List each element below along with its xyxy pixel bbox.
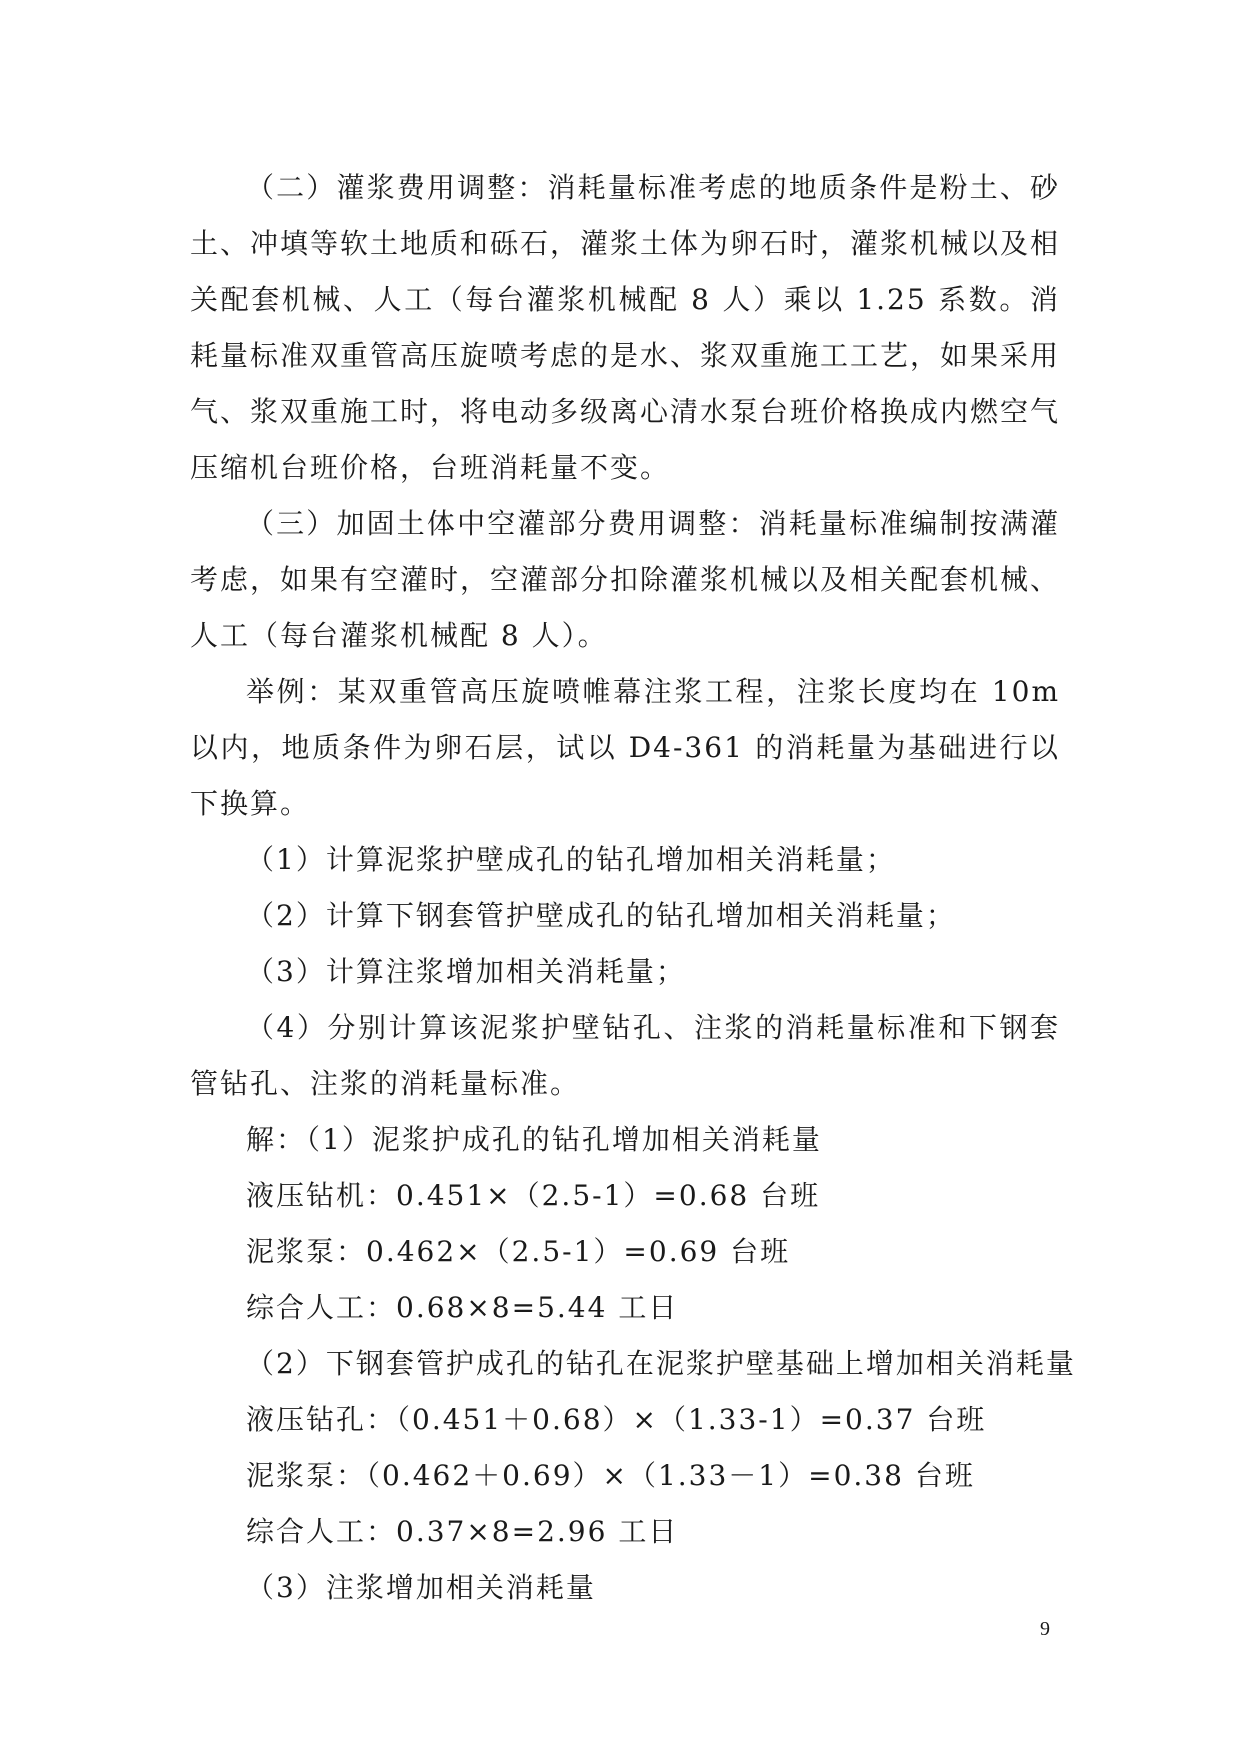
calc-line-hydraulic-drill: 液压钻机：0.451×（2.5-1）=0.68 台班 — [246, 1179, 821, 1212]
calc-line-mud-pump-2: 泥浆泵：（0.462＋0.69）×（1.33－1）=0.38 台班 — [246, 1459, 975, 1492]
paragraph-example: 举例：某双重管高压旋喷帷幕注浆工程，注浆长度均在 10m 以内，地质条件为卵石层，试以 D4-361 的消耗量为基础进行以下换算。 — [190, 675, 1071, 820]
calc-line-mud-pump: 泥浆泵：0.462×（2.5-1）=0.69 台班 — [246, 1235, 791, 1268]
paragraph-empty-grouting-adjustment: （三）加固土体中空灌部分费用调整：消耗量标准编制按满灌考虑，如果有空灌时，空灌部分扣除灌浆机械以及相关配套机械、人工（每台灌浆机械配 8 人）。 — [190, 507, 1061, 652]
page-number: 9 — [1040, 1618, 1050, 1640]
question-3: （3）计算注浆增加相关消耗量； — [246, 955, 686, 988]
question-2: （2）计算下钢套管护壁成孔的钻孔增加相关消耗量； — [246, 899, 956, 932]
solution-heading-3: （3）注浆增加相关消耗量 — [246, 1571, 596, 1604]
calc-line-hydraulic-drill-2: 液压钻孔：（0.451＋0.68）×（1.33-1）=0.37 台班 — [246, 1403, 987, 1436]
question-1: （1）计算泥浆护壁成孔的钻孔增加相关消耗量； — [246, 843, 896, 876]
solution-heading-2: （2）下钢套管护成孔的钻孔在泥浆护壁基础上增加相关消耗量 — [246, 1347, 1076, 1380]
calc-line-labor: 综合人工：0.68×8=5.44 工日 — [246, 1291, 679, 1324]
document-body — [190, 160, 1076, 1616]
solution-heading-1: 解：（1）泥浆护成孔的钻孔增加相关消耗量 — [246, 1123, 822, 1156]
paragraph-grouting-cost-adjustment: （二）灌浆费用调整：消耗量标准考虑的地质条件是粉土、砂土、冲填等软土地质和砾石，灌浆土体为卵石时，灌浆机械以及相关配套机械、人工（每台灌浆机械配 8 人）乘以 1.25 系数。消耗量标准双重管高压旋喷考虑的是水、浆双重施工工艺，如果采用气、浆双重施工时，将电动多级离心清水泵台班价格换成内燃空气压缩机台班价格，台班消耗量不变。 — [190, 171, 1061, 484]
calc-line-labor-2: 综合人工：0.37×8=2.96 工日 — [246, 1515, 679, 1548]
question-4: （4）分别计算该泥浆护壁钻孔、注浆的消耗量标准和下钢套管钻孔、注浆的消耗量标准。 — [190, 1011, 1060, 1100]
